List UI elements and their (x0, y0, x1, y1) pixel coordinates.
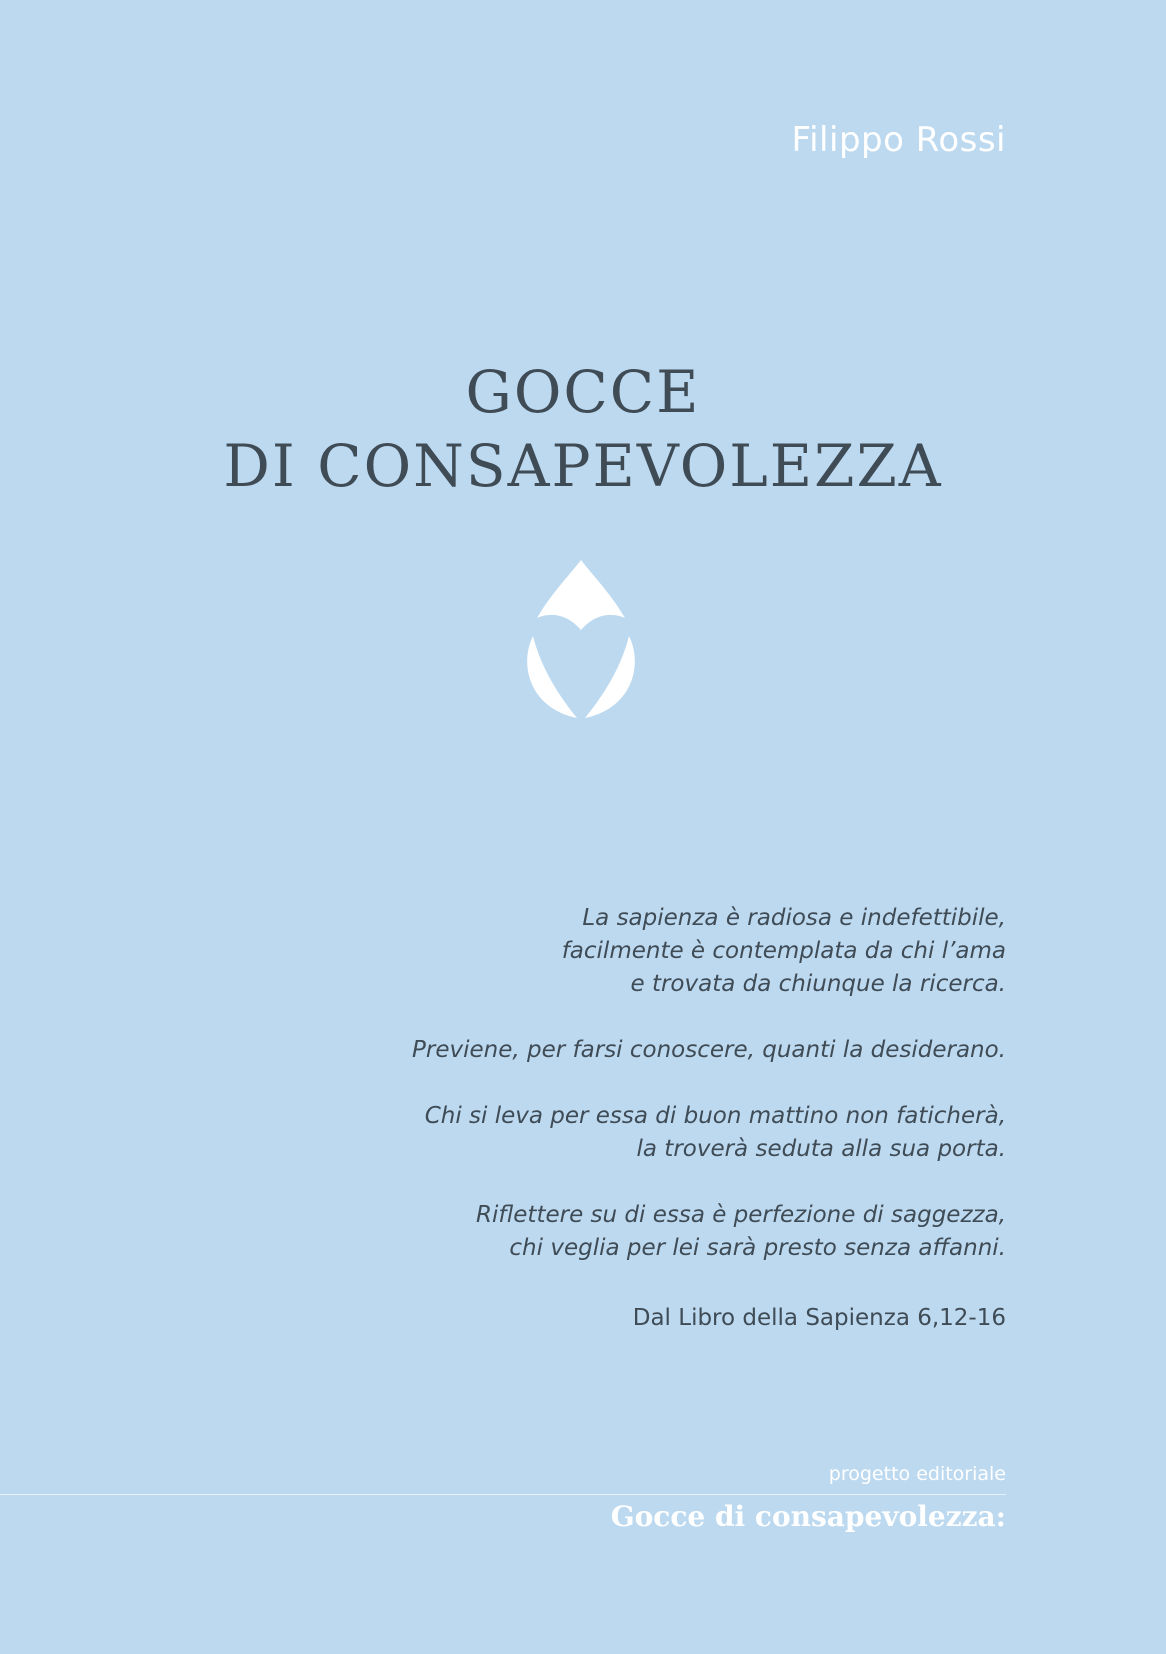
poem-line: Previene, per farsi conoscere, quanti la desiderano. (412, 1037, 1006, 1063)
divider (0, 1494, 1006, 1495)
water-drop-heart-icon (519, 556, 643, 722)
poem-stanza (306, 1034, 1006, 1067)
poem-line: Chi si leva per essa di buon mattino non faticherà, (424, 1103, 1006, 1129)
author-name: Filippo Rossi (791, 120, 1006, 160)
book-title-line1: GOCCE (465, 358, 701, 426)
poem-line: La sapienza è radiosa e indefettibile, (582, 905, 1006, 931)
book-title-line2: DI CONSAPEVOLEZZA (223, 432, 943, 500)
project-label: progetto editoriale (828, 1463, 1006, 1485)
poem-source: Dal Libro della Sapienza 6,12-16 (632, 1305, 1006, 1331)
project-title: Gocce di consapevolezza: (610, 1500, 1006, 1533)
drop-left-crescent (527, 636, 577, 718)
poem-line: e trovata da chiunque la ricerca. (630, 971, 1006, 997)
poem-stanza (306, 1199, 1006, 1265)
epigraph-poem (306, 902, 1006, 1298)
drop-top-shape (537, 560, 625, 630)
poem-stanza (306, 902, 1006, 1001)
poem-line: facilmente è contemplata da chi l’ama (561, 938, 1006, 964)
poem-line: Riflettere su di essa è perfezione di saggezza, (476, 1202, 1006, 1228)
poem-stanza (306, 1100, 1006, 1166)
book-title (0, 355, 1166, 503)
poem-line: chi veglia per lei sarà presto senza affanni. (509, 1235, 1006, 1261)
poem-line: la troverà seduta alla sua porta. (636, 1136, 1006, 1162)
drop-right-crescent (585, 636, 635, 718)
